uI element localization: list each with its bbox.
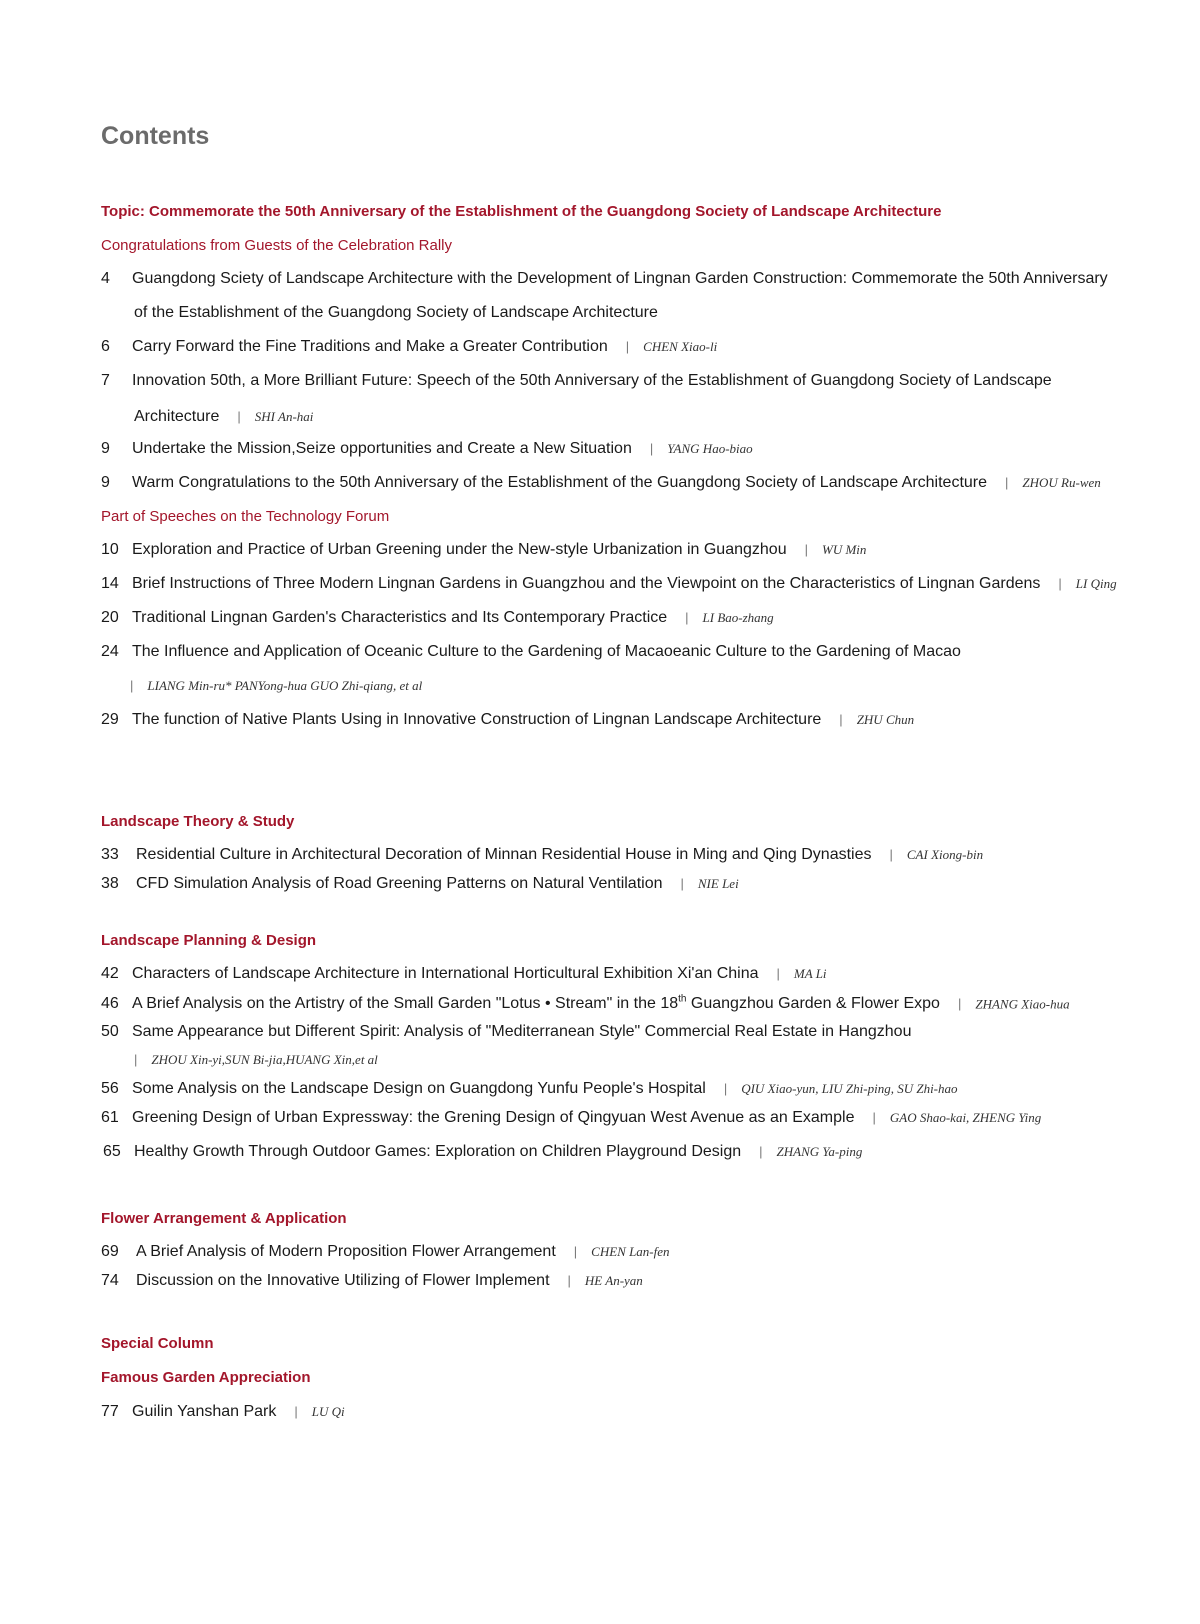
- entry-author: WU Min: [821, 542, 867, 557]
- subsection-speeches: Part of Speeches on the Technology Forum: [101, 508, 390, 525]
- toc-entry[interactable]: [101, 1403, 345, 1421]
- toc-entry[interactable]: [101, 1243, 670, 1261]
- toc-entry[interactable]: [101, 846, 983, 864]
- page-number: 7: [101, 372, 110, 389]
- entry-title: Traditional Lingnan Garden's Characteristics and Its Contemporary Practice: [132, 609, 668, 626]
- entry-author: ZHANG Ya-ping: [776, 1144, 863, 1159]
- toc-entry-continuation: [134, 304, 658, 322]
- toc-entry[interactable]: [101, 575, 1117, 593]
- page-number: 50: [101, 1023, 119, 1040]
- page-number: 69: [101, 1243, 119, 1260]
- page-number: 38: [101, 875, 119, 892]
- page-number: 9: [101, 440, 110, 457]
- entry-title: Residential Culture in Architectural Decoration of Minnan Residential House in Ming and Qing Dynasties: [136, 846, 872, 863]
- toc-entry[interactable]: [101, 541, 866, 559]
- toc-entry[interactable]: [101, 270, 1108, 288]
- entry-author: LU Qi: [311, 1404, 345, 1419]
- separator: |: [625, 339, 630, 354]
- separator: |: [685, 610, 689, 625]
- separator: |: [872, 1110, 876, 1125]
- separator: |: [237, 409, 241, 424]
- entry-title: Guilin Yanshan Park: [132, 1403, 277, 1420]
- toc-entry-continuation: [134, 408, 313, 426]
- page-number: 14: [101, 575, 119, 592]
- entry-title: Brief Instructions of Three Modern Lingnan Gardens in Guangzhou and the Viewpoint on the Characteristics of Lingnan Gardens: [132, 575, 1041, 592]
- entry-title: Guangdong Sciety of Landscape Architecture with the Development of Lingnan Garden Construction: Commemorate the 50th Anniversary: [132, 270, 1108, 287]
- entry-title-part: A Brief Analysis on the Artistry of the Small Garden "Lotus • Stream" in the 18: [132, 995, 679, 1013]
- toc-entry[interactable]: [101, 1023, 911, 1041]
- page-number: 46: [101, 995, 119, 1013]
- entry-title: Some Analysis on the Landscape Design on Guangdong Yunfu People's Hospital: [132, 1080, 706, 1097]
- toc-entry-continuation: [134, 1051, 378, 1069]
- page-number: 6: [101, 338, 110, 355]
- page-number: 10: [101, 541, 119, 558]
- page-number: 29: [101, 711, 119, 728]
- entry-title: Warm Congratulations to the 50th Anniversary of the Establishment of the Guangdong Society of Landscape Architecture: [132, 474, 988, 491]
- subsection-congratulations: Congratulations from Guests of the Celebration Rally: [101, 237, 453, 254]
- entry-title: Exploration and Practice of Urban Greening under the New-style Urbanization in Guangzhou: [132, 541, 787, 558]
- page-number: 20: [101, 609, 119, 626]
- entry-author: LI Bao-zhang: [702, 610, 774, 625]
- page-number: 33: [101, 846, 119, 863]
- entry-author: ZHOU Ru-wen: [1022, 475, 1101, 490]
- separator: |: [567, 1273, 571, 1288]
- page-number: 77: [101, 1403, 119, 1420]
- page-number: 61: [101, 1109, 119, 1126]
- entry-title: Carry Forward the Fine Traditions and Make a Greater Contribution: [132, 338, 608, 355]
- page-number: 42: [101, 965, 119, 982]
- separator: |: [804, 542, 808, 557]
- separator: |: [294, 1404, 298, 1419]
- separator: |: [723, 1081, 728, 1096]
- entry-author: ZHOU Xin-yi,SUN Bi-jia,HUANG Xin,et al: [151, 1052, 378, 1067]
- separator: |: [839, 712, 843, 727]
- entry-title: [132, 995, 940, 1012]
- toc-entry[interactable]: [101, 1109, 1041, 1127]
- toc-entry-continuation: [130, 677, 422, 695]
- entry-author: LI Qing: [1075, 576, 1117, 591]
- page-number: 4: [101, 270, 110, 287]
- separator: |: [680, 876, 684, 891]
- separator: |: [130, 678, 134, 693]
- entry-title: Undertake the Mission,Seize opportunities and Create a New Situation: [132, 440, 632, 457]
- entry-author: ZHANG Xiao-hua: [975, 996, 1070, 1012]
- entry-author: ZHU Chun: [856, 712, 915, 727]
- entry-author: HE An-yan: [584, 1273, 643, 1288]
- toc-entry[interactable]: [101, 609, 774, 627]
- separator: |: [957, 996, 962, 1012]
- separator: |: [649, 441, 654, 456]
- topic-heading: Topic: Commemorate the 50th Anniversary of the Establishment of the Guangdong Society of Landscape Architecture: [101, 203, 942, 220]
- separator: |: [134, 1052, 138, 1067]
- entry-title-continued: of the Establishment of the Guangdong Society of Landscape Architecture: [134, 304, 658, 321]
- separator: |: [759, 1144, 763, 1159]
- entry-title: Same Appearance but Different Spirit: Analysis of "Mediterranean Style" Commercial Real Estate in Hangzhou: [132, 1023, 912, 1040]
- toc-entry[interactable]: [101, 338, 717, 356]
- entry-title: The function of Native Plants Using in Innovative Construction of Lingnan Landscape Architecture: [132, 711, 822, 728]
- toc-entry[interactable]: [101, 1080, 958, 1098]
- toc-entry[interactable]: [101, 372, 1052, 390]
- page-number: 65: [103, 1143, 121, 1160]
- separator: |: [776, 966, 780, 981]
- entry-title: A Brief Analysis of Modern Proposition Flower Arrangement: [136, 1243, 556, 1260]
- entry-title: Innovation 50th, a More Brilliant Future: Speech of the 50th Anniversary of the Establishment of Guangdong Society of Landscape: [132, 372, 1052, 389]
- section-heading-special: Special Column: [101, 1335, 214, 1352]
- entry-author: NIE Lei: [697, 876, 739, 891]
- page-number: 24: [101, 643, 119, 660]
- page-number: 74: [101, 1272, 119, 1289]
- entry-author: LIANG Min-ru* PANYong-hua GUO Zhi-qiang, et al: [147, 678, 423, 693]
- separator: |: [573, 1244, 578, 1259]
- entry-author: MA Li: [793, 966, 827, 981]
- entry-title: Greening Design of Urban Expressway: the Grening Design of Qingyuan West Avenue as an Example: [132, 1109, 855, 1126]
- toc-entry[interactable]: [101, 1272, 643, 1290]
- entry-title: CFD Simulation Analysis of Road Greening Patterns on Natural Ventilation: [136, 875, 663, 892]
- entry-title: Characters of Landscape Architecture in International Horticultural Exhibition Xi'an China: [132, 965, 759, 982]
- toc-entry[interactable]: [101, 643, 961, 661]
- toc-entry[interactable]: [101, 994, 1070, 1013]
- entry-author: CAI Xiong-bin: [906, 847, 984, 862]
- separator: |: [889, 847, 893, 862]
- toc-entry[interactable]: [101, 474, 1101, 492]
- entry-title: Discussion on the Innovative Utilizing of Flower Implement: [136, 1272, 550, 1289]
- entry-author: CHEN Xiao-li: [643, 339, 718, 354]
- toc-entry[interactable]: [101, 965, 827, 983]
- separator: |: [1058, 576, 1062, 591]
- section-heading-planning: Landscape Planning & Design: [101, 932, 317, 949]
- entry-author: QIU Xiao-yun, LIU Zhi-ping, SU Zhi-hao: [741, 1081, 958, 1096]
- toc-entry[interactable]: [101, 875, 739, 893]
- toc-entry[interactable]: [101, 440, 753, 458]
- page-number: 9: [101, 474, 110, 491]
- entry-author: SHI An-hai: [254, 409, 314, 424]
- entry-author: CHEN Lan-fen: [591, 1244, 670, 1259]
- entry-author: YANG Hao-biao: [667, 441, 753, 456]
- page-number: 56: [101, 1080, 119, 1097]
- toc-entry[interactable]: [101, 711, 914, 729]
- section-heading-theory: Landscape Theory & Study: [101, 813, 295, 830]
- entry-title-continued: Architecture: [134, 408, 220, 425]
- page-title: Contents: [101, 122, 210, 150]
- entry-title: The Influence and Application of Oceanic Culture to the Gardening of Macaoeanic Culture to the Gardening of Macao: [132, 643, 961, 660]
- section-heading-famous-garden: Famous Garden Appreciation: [101, 1369, 311, 1386]
- entry-title: Healthy Growth Through Outdoor Games: Exploration on Children Playground Design: [134, 1143, 742, 1160]
- entry-title-part: Guangzhou Garden & Flower Expo: [686, 995, 940, 1013]
- separator: |: [1005, 475, 1009, 490]
- section-heading-flower: Flower Arrangement & Application: [101, 1210, 347, 1227]
- entry-author: GAO Shao-kai, ZHENG Ying: [889, 1110, 1042, 1125]
- toc-entry[interactable]: [103, 1143, 862, 1161]
- ordinal-suffix: th: [678, 994, 687, 1005]
